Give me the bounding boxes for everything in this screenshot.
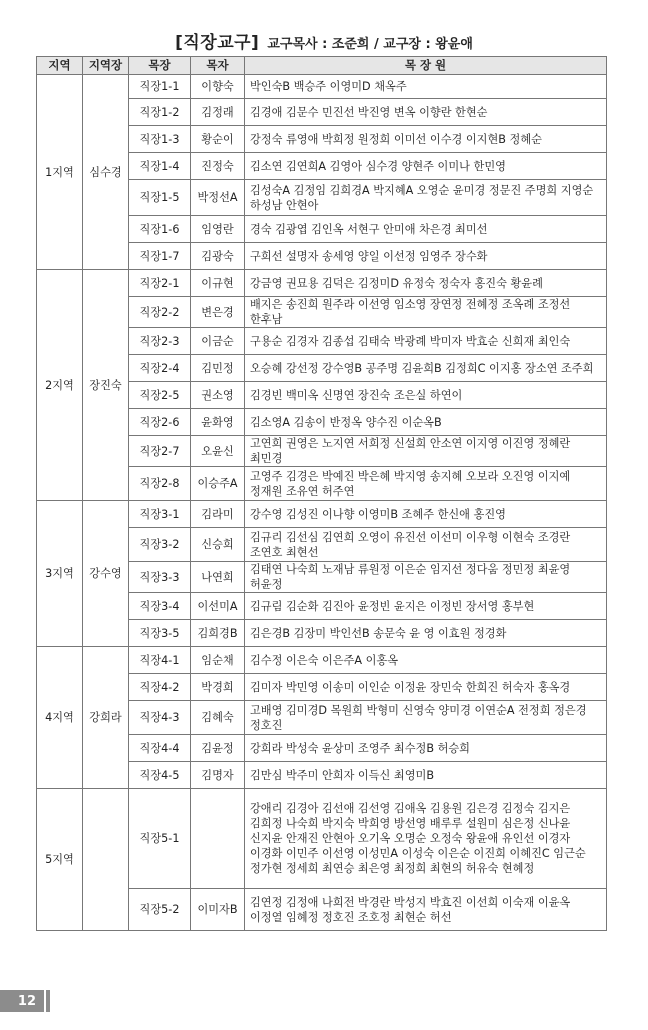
- members-cell: 김소연 김연희A 김영아 심수경 양현주 이미나 한민영: [245, 153, 607, 180]
- members-cell: 김규리 김선심 김연희 오영이 유진선 이선미 이우형 이현숙 조경란 조연호 최현선: [245, 528, 607, 562]
- group-cell: 직장1-4: [129, 153, 191, 180]
- header-region: 지역: [37, 57, 83, 75]
- members-cell: 강애리 김경아 김선애 김선영 김애옥 김용원 김은경 김정숙 김지은 김희정 나숙희 박지숙 박희영 방선영 배루루 설원미 심은정 신나윤 신지윤 안재진 안현아 오기옥 오명순 오정숙 왕윤애 유인선 이경자 이경화 이민주 이선영 이성민A 이성숙 이은순 이진희 이혜진C 임근순 정가현 정세희 최연승 최은영 최정희 최현의 허유숙 현혜정: [245, 789, 607, 889]
- members-cell: 강금영 권묘용 김덕은 김정미D 유정숙 정숙자 홍진숙 황윤례: [245, 270, 607, 297]
- members-cell: 김은경B 김장미 박인선B 송문숙 윤 영 이효원 정경화: [245, 620, 607, 647]
- members-cell: 구희선 설명자 송세영 양일 이선정 임영주 장수화: [245, 243, 607, 270]
- members-cell: 강수영 김성진 이나향 이영미B 조혜주 한신애 홍진영: [245, 501, 607, 528]
- leader-cell: 변은경: [191, 297, 245, 328]
- leader-cell: 이미자B: [191, 889, 245, 931]
- group-cell: 직장1-3: [129, 126, 191, 153]
- region-leader-cell: 강수영: [83, 501, 129, 647]
- leader-cell: 박정선A: [191, 180, 245, 216]
- group-cell: 직장4-1: [129, 647, 191, 674]
- leader-cell: 김광숙: [191, 243, 245, 270]
- members-cell: 김수정 이은숙 이은주A 이홍옥: [245, 647, 607, 674]
- members-cell: 구용순 김경자 김종섭 김태숙 박광례 박미자 박효순 신희재 최인숙: [245, 328, 607, 355]
- leader-cell: [191, 789, 245, 889]
- members-cell: 경숙 김광엽 김인옥 서현구 안미애 차은경 최미선: [245, 216, 607, 243]
- region-cell: 2지역: [37, 270, 83, 501]
- table-row: [37, 501, 607, 528]
- group-cell: 직장4-3: [129, 701, 191, 735]
- group-cell: 직장4-4: [129, 735, 191, 762]
- page-number-bar: [46, 990, 50, 1012]
- roster-table: [36, 56, 607, 931]
- page-title: [0, 28, 648, 56]
- region-cell: 5지역: [37, 789, 83, 931]
- group-cell: 직장5-1: [129, 789, 191, 889]
- group-cell: 직장3-3: [129, 562, 191, 593]
- region-leader-cell: 장진숙: [83, 270, 129, 501]
- leader-cell: 권소영: [191, 382, 245, 409]
- members-cell: 배지은 송진희 원주라 이선영 임소영 장연정 전혜정 조옥례 조정선 한후남: [245, 297, 607, 328]
- group-cell: 직장1-2: [129, 99, 191, 126]
- leader-cell: 김정래: [191, 99, 245, 126]
- leader-cell: 신승희: [191, 528, 245, 562]
- group-cell: 직장1-5: [129, 180, 191, 216]
- members-cell: 강희라 박성숙 윤상미 조영주 최수정B 허승희: [245, 735, 607, 762]
- group-cell: 직장2-3: [129, 328, 191, 355]
- group-cell: 직장5-2: [129, 889, 191, 931]
- leader-cell: 이선미A: [191, 593, 245, 620]
- leader-cell: 김민정: [191, 355, 245, 382]
- group-cell: 직장2-2: [129, 297, 191, 328]
- group-cell: 직장2-4: [129, 355, 191, 382]
- leader-cell: 나연희: [191, 562, 245, 593]
- group-cell: 직장4-5: [129, 762, 191, 789]
- members-cell: 김경애 김문수 민진선 박진영 변옥 이향란 한현순: [245, 99, 607, 126]
- group-cell: 직장3-4: [129, 593, 191, 620]
- group-cell: 직장4-2: [129, 674, 191, 701]
- region-leader-cell: 강희라: [83, 647, 129, 789]
- group-cell: 직장1-1: [129, 75, 191, 99]
- roster-body: [37, 75, 607, 931]
- group-cell: 직장2-5: [129, 382, 191, 409]
- region-cell: 3지역: [37, 501, 83, 647]
- members-cell: 김연정 김정애 나희전 박경란 박성지 박효진 이선희 이숙재 이윤옥 이정열 임혜정 정호진 조호정 최현순 허선: [245, 889, 607, 931]
- leader-cell: 이금순: [191, 328, 245, 355]
- leader-cell: 김명자: [191, 762, 245, 789]
- leader-cell: 김혜숙: [191, 701, 245, 735]
- page-number: 12: [0, 990, 44, 1012]
- members-cell: 김경빈 백미옥 신명연 장진숙 조은실 하연이: [245, 382, 607, 409]
- table-row: [37, 270, 607, 297]
- title-main: [직장교구]: [175, 33, 260, 53]
- members-cell: 김미자 박민영 이송미 이인순 이정윤 장민숙 한희진 허숙자 홍옥경: [245, 674, 607, 701]
- members-cell: 고배영 김미경D 목원희 박형미 신영숙 양미경 이연순A 전정희 정은경 정호진: [245, 701, 607, 735]
- leader-cell: 윤화영: [191, 409, 245, 436]
- header-members: 목 장 원: [245, 57, 607, 75]
- header-region-leader: 지역장: [83, 57, 129, 75]
- group-cell: 직장1-7: [129, 243, 191, 270]
- table-row: [37, 789, 607, 889]
- members-cell: 김규림 김순화 김진아 윤정빈 윤지은 이정빈 장서영 홍부현: [245, 593, 607, 620]
- members-cell: 오승혜 강선정 강수영B 공주명 김윤희B 김정희C 이지홍 장소연 조주희: [245, 355, 607, 382]
- leader-cell: 이향숙: [191, 75, 245, 99]
- leader-cell: 김라미: [191, 501, 245, 528]
- members-cell: 강정숙 류영애 박희정 원정희 이미선 이수경 이지현B 정혜순: [245, 126, 607, 153]
- table-row: [37, 647, 607, 674]
- group-cell: 직장2-8: [129, 467, 191, 501]
- members-cell: 박인숙B 백승주 이영미D 채옥주: [245, 75, 607, 99]
- group-cell: 직장3-5: [129, 620, 191, 647]
- members-cell: 김만심 박주미 안희자 이득신 최영미B: [245, 762, 607, 789]
- group-cell: 직장3-2: [129, 528, 191, 562]
- leader-cell: 황순이: [191, 126, 245, 153]
- leader-cell: 김희경B: [191, 620, 245, 647]
- group-cell: 직장2-7: [129, 436, 191, 467]
- region-leader-cell: 심수경: [83, 75, 129, 270]
- region-leader-cell: [83, 789, 129, 931]
- members-cell: 김태연 나숙희 노재남 류원정 이은순 임지선 정다움 정민정 최윤영 허윤정: [245, 562, 607, 593]
- group-cell: 직장1-6: [129, 216, 191, 243]
- leader-cell: 김윤정: [191, 735, 245, 762]
- title-subtitle: 교구목사 : 조준희 / 교구장 : 왕윤애: [267, 37, 473, 52]
- members-cell: 고영주 김경은 박예진 박은혜 박지영 송지혜 오보라 오진영 이지예 정재원 조유연 허주연: [245, 467, 607, 501]
- group-cell: 직장2-6: [129, 409, 191, 436]
- leader-cell: 진정숙: [191, 153, 245, 180]
- leader-cell: 오윤신: [191, 436, 245, 467]
- table-row: [37, 75, 607, 99]
- members-cell: 고연희 권영은 노지연 서희정 신설희 안소연 이지영 이진영 정혜란 최민경: [245, 436, 607, 467]
- table-header-row: [37, 57, 607, 75]
- leader-cell: 이승주A: [191, 467, 245, 501]
- region-cell: 1지역: [37, 75, 83, 270]
- group-cell: 직장3-1: [129, 501, 191, 528]
- region-cell: 4지역: [37, 647, 83, 789]
- leader-cell: 임영란: [191, 216, 245, 243]
- header-leader: 목자: [191, 57, 245, 75]
- group-cell: 직장2-1: [129, 270, 191, 297]
- leader-cell: 이규현: [191, 270, 245, 297]
- leader-cell: 임순채: [191, 647, 245, 674]
- members-cell: 김성숙A 김정임 김희경A 박지혜A 오영순 윤미경 정문진 주명희 지영순 하성남 안현아: [245, 180, 607, 216]
- leader-cell: 박경희: [191, 674, 245, 701]
- header-group: 목장: [129, 57, 191, 75]
- members-cell: 김소영A 김송이 반정옥 양수진 이순옥B: [245, 409, 607, 436]
